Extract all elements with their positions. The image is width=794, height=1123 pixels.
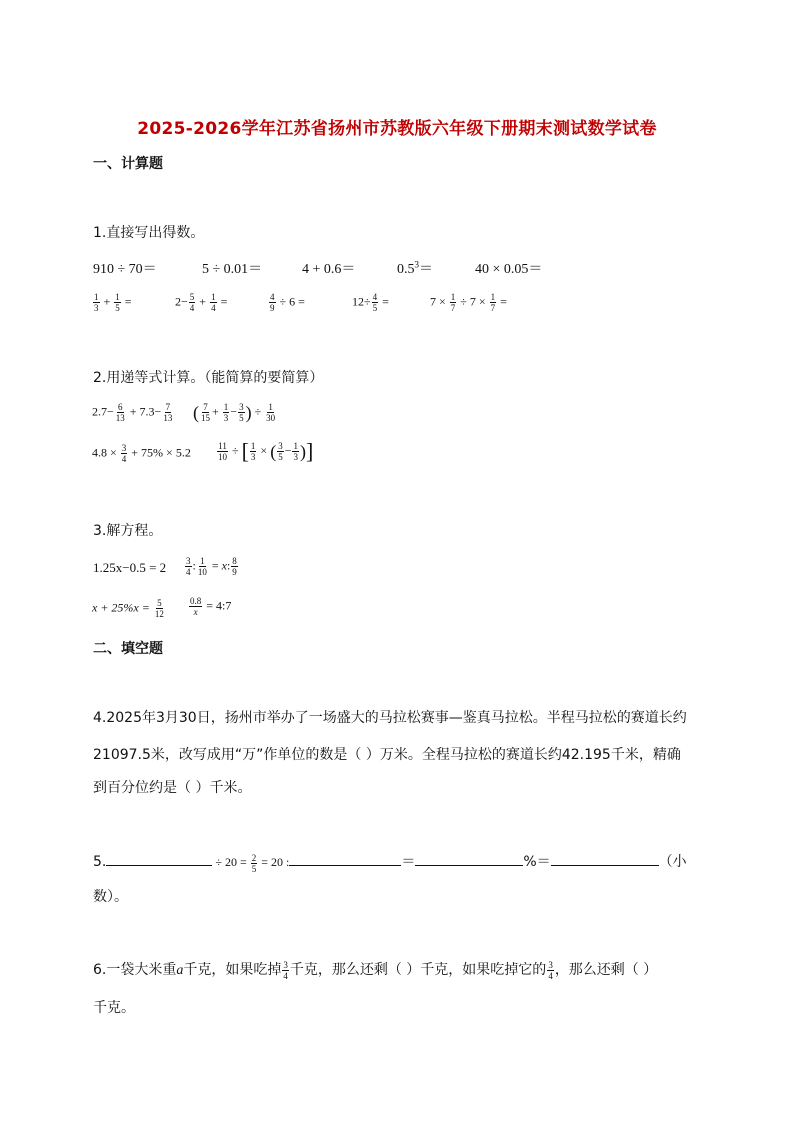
q1-item-6: $\frac{1}{3}$ + $\frac{1}{5}$ = — [94, 292, 132, 313]
q2-expression-4: $\frac{11}{10}$ ÷ [ $\frac{1}{3}$ × ( $\frac{3}{5}$ − $\frac{1}{3}$ )] — [218, 438, 314, 464]
q5-blank-3[interactable] — [415, 851, 523, 866]
question-3-prompt: 3.解方程。 — [93, 523, 163, 539]
q1-item-10: 7 × $\frac{1}{7}$ ÷ 7 × $\frac{1}{7}$ = — [430, 292, 507, 313]
page-title: 2025-2026学年江苏省扬州市苏教版六年级下册期末测试数学试卷 — [137, 119, 657, 139]
q1-item-8: $\frac{4}{9}$ ÷ 6 = — [270, 292, 305, 313]
q1-item-5: 40 × 0.05＝ — [475, 262, 543, 277]
q2-expression-1: 2.7− $\frac{6}{13}$ + 7.3− $\frac{7}{13}$ — [92, 402, 173, 423]
q3-equation-2: $\frac{3}{4}$ : $\frac{1}{10}$ = x: $\frac{8}{9}$ — [186, 556, 237, 577]
question-5-line-1: 5. ÷ 20 = $\frac{2}{5}$ = 20 : ＝ %＝ （小 — [93, 852, 687, 874]
q5-blank-1[interactable] — [106, 851, 212, 866]
q5-blank-2[interactable] — [289, 851, 401, 866]
question-6-line-1: 6.一袋大米重a千克，如果吃掉 $\frac{3}{4}$ 千克，那么还剩（ ）千克，如果吃掉它的 $\frac{3}{4}$ ，那么还剩（ ） — [93, 959, 658, 981]
section-heading-fill-in: 二、填空题 — [93, 641, 163, 657]
section-heading-calculation: 一、计算题 — [93, 156, 163, 172]
q2-expression-2: ( $\frac{7}{15}$ + $\frac{1}{3}$ − $\frac{3}{5}$ ) ÷ $\frac{1}{30}$ — [193, 402, 276, 423]
question-1-prompt: 1.直接写出得数。 — [93, 225, 205, 241]
q3-equation-4: $\frac{0.8}{x}$ = 4:7 — [190, 596, 232, 617]
q1-item-7: 2− $\frac{5}{4}$ + $\frac{1}{4}$ = — [175, 292, 228, 313]
q5-blank-4[interactable] — [551, 851, 659, 866]
q1-item-2: 5 ÷ 0.01＝ — [202, 262, 263, 277]
q1-item-3: 4 + 0.6＝ — [302, 262, 356, 277]
q3-equation-1: 1.25x−0.5 = 2 — [93, 560, 167, 575]
question-2-prompt: 2.用递等式计算。（能简算的要简算） — [93, 370, 324, 386]
question-4-line-2: 21097.5米，改写成用“万”作单位的数是（ ）万米。全程马拉松的赛道长约42.195千米，精确 — [93, 747, 681, 763]
question-6-line-2: 千克。 — [93, 1000, 135, 1016]
question-4-line-3: 到百分位约是（ ）千米。 — [93, 780, 252, 796]
question-5-line-2: 数）。 — [93, 889, 128, 905]
q1-item-1: 910 ÷ 70＝ — [93, 262, 157, 277]
q1-item-9: 12÷ $\frac{4}{5}$ = — [352, 292, 389, 313]
question-4-line-1: 4.2025年3月30日，扬州市举办了一场盛大的马拉松赛事—鉴真马拉松。半程马拉松的赛道长约 — [93, 710, 687, 726]
q2-expression-3: 4.8 × $\frac{3}{4}$ + 75% × 5.2 — [92, 443, 191, 464]
q1-item-4: $0.5^3=$ — [397, 259, 433, 277]
q3-equation-3: x + 25%x = $\frac{5}{12}$ — [92, 598, 164, 619]
